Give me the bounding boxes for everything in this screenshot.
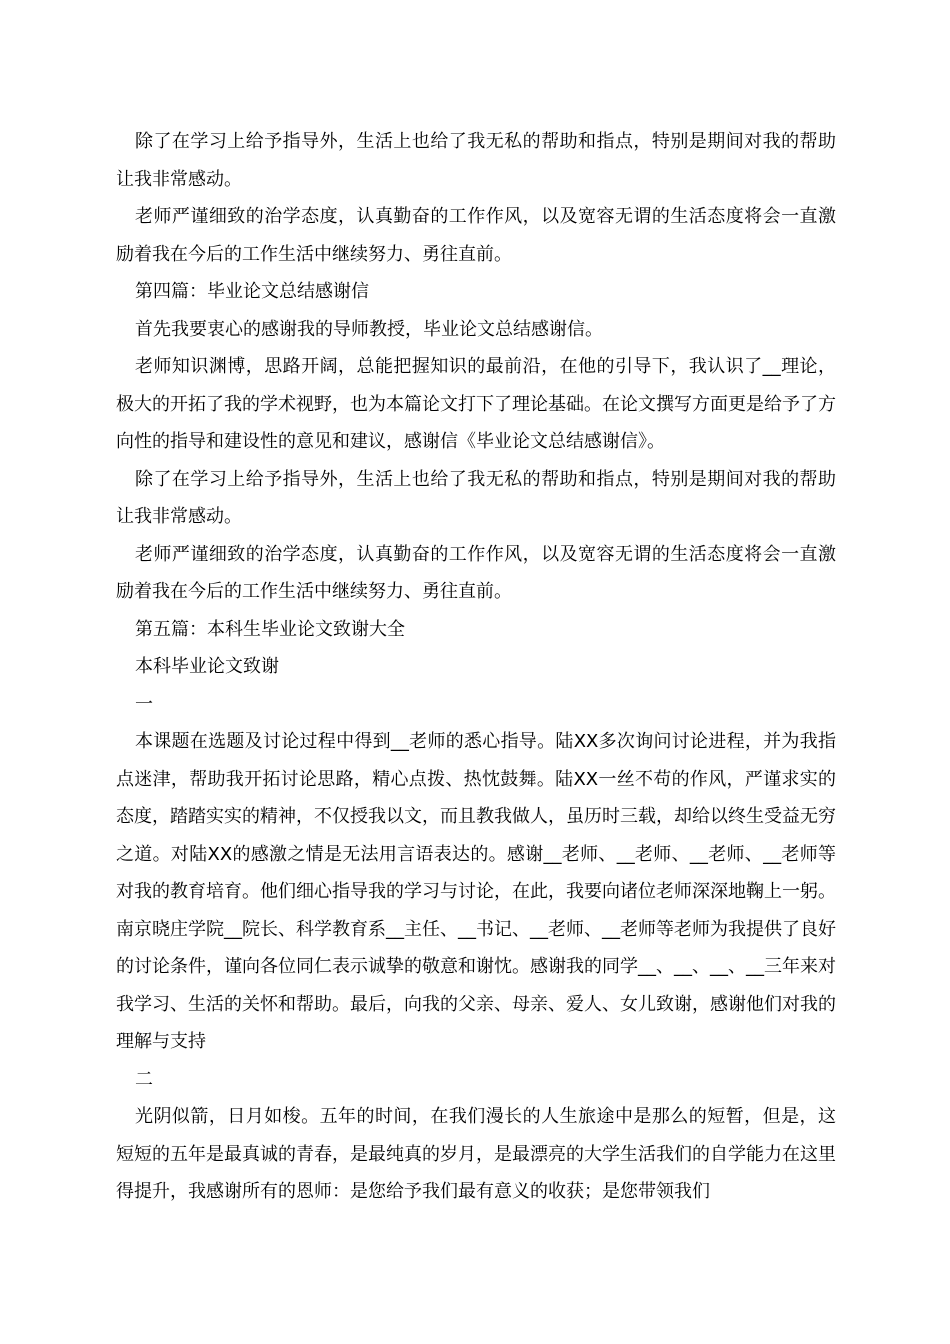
paragraph-4: 老师知识渊博，思路开阔，总能把握知识的最前沿，在他的引导下，我认识了__理论，极大的开拓了我的学术视野，也为本篇论文打下了理论基础。在论文撰写方面更是给予了方向性的指导和建设性的意见和建议，感谢信《毕业论文总结感谢信》。 [116, 356, 836, 452]
paragraph-3: 首先我要衷心的感谢我的导师教授，毕业论文总结感谢信。 [135, 318, 603, 340]
paragraph-1: 除了在学习上给予指导外，生活上也给了我无私的帮助和指点，特别是期间对我的帮助让我非常感动。 [116, 131, 836, 190]
paragraph-8: 光阴似箭，日月如梭。五年的时间，在我们漫长的人生旅途中是那么的短暂，但是，这短短的五年是最真诚的青春，是最纯真的岁月，是最漂亮的大学生活我们的自学能力在这里得提升，我感谢所有的恩师：是您给予我们最有意义的收获；是您带领我们 [116, 1106, 836, 1202]
paragraph-6: 老师严谨细致的治学态度，认真勤奋的工作作风，以及宽容无谓的生活态度将会一直激励着我在今后的工作生活中继续努力、勇往直前。 [116, 543, 836, 602]
section-heading-4: 第四篇：毕业论文总结感谢信 [135, 281, 369, 302]
paragraph-7: 本课题在选题及讨论过程中得到__老师的悉心指导。陆XX多次询问讨论进程，并为我指点迷津，帮助我开拓讨论思路，精心点拨、热忱鼓舞。陆XX一丝不苟的作风，严谨求实的态度，踏踏实实的精神，不仅授我以文，而且教我做人，虽历时三载，却给以终生受益无穷之道。对陆XX的感激之情是无法用言语表达的。感谢__老师、__老师、__老师、__老师等对我的教育培育。他们细心指导我的学习与讨论，在此，我要向诸位老师深深地鞠上一躬。南京晓庄学院__院长、科学教育系__主任、__书记、__老师、__老师等老师为我提供了良好的讨论条件，谨向各位同仁表示诚挚的敬意和谢忱。感谢我的同学__、__、__、__三年来对我学习、生活的关怀和帮助。最后，向我的父亲、母亲、爱人、女儿致谢，感谢他们对我的理解与支持 [116, 731, 836, 1052]
section-heading-5: 第五篇：本科生毕业论文致谢大全 [135, 618, 405, 640]
paragraph-2: 老师严谨细致的治学态度，认真勤奋的工作作风，以及宽容无谓的生活态度将会一直激励着我在今后的工作生活中继续努力、勇往直前。 [116, 206, 836, 265]
part-marker-1: 一 [135, 693, 153, 715]
part-marker-2: 二 [135, 1068, 153, 1090]
subtitle: 本科毕业论文致谢 [135, 656, 279, 677]
document-page [116, 123, 836, 1211]
paragraph-5: 除了在学习上给予指导外，生活上也给了我无私的帮助和指点，特别是期间对我的帮助让我非常感动。 [116, 468, 836, 527]
